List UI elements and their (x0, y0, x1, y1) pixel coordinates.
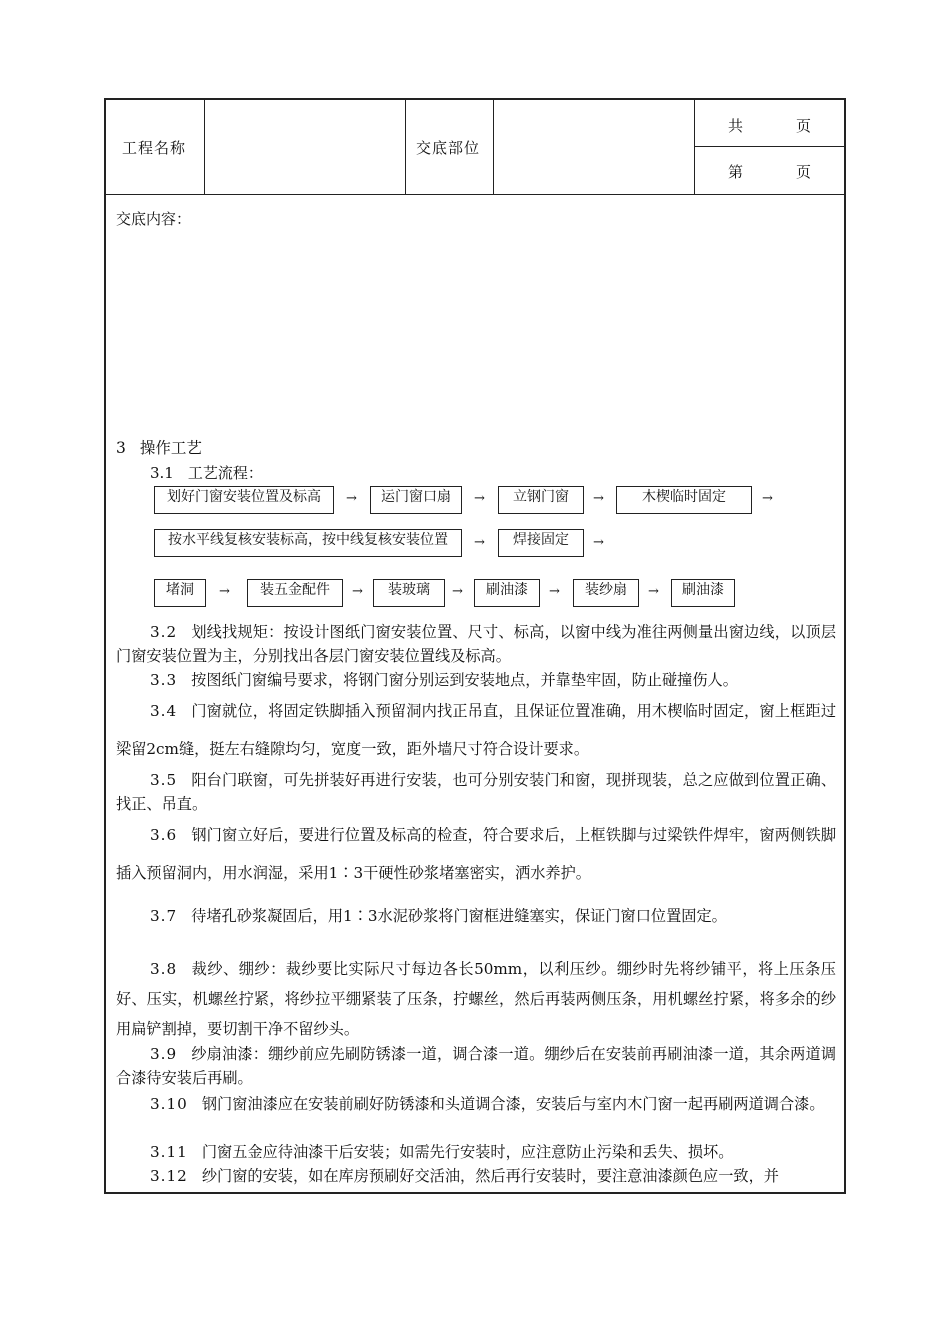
flow-arrow-icon: → (648, 584, 659, 599)
flow-step: 木楔临时固定 (616, 486, 752, 514)
section-heading (116, 436, 202, 458)
content-label: 交底内容： (116, 210, 192, 228)
flow-arrow-icon: → (346, 491, 357, 506)
sub-section-number: 3.1 (150, 464, 174, 482)
flow-step: 按水平线复核安装标高，按中线复核安装位置 (154, 529, 462, 557)
paragraph: 3.9 纱扇油漆：绷纱前应先刷防锈漆一道，调合漆一道。绷纱后在安装前再刷油漆一道，其余两道调合漆待安装后再刷。 (116, 1045, 836, 1087)
sub-section-title: 工艺流程： (187, 464, 263, 482)
divider (694, 100, 695, 194)
sub-section-heading (150, 462, 263, 483)
paragraph: 3.2 划线找规矩：按设计图纸门窗安装位置、尺寸、标高，以窗中线为准往两侧量出窗边线，以顶层门窗安装位置为主，分别找出各层门窗安装位置线及标高。 (116, 623, 836, 665)
flow-arrow-icon: → (762, 491, 773, 506)
flow-arrow-icon: → (219, 584, 230, 599)
flow-step: 运门窗口扇 (370, 486, 462, 514)
flow-step: 堵洞 (154, 579, 206, 607)
flow-arrow-icon: → (452, 584, 463, 599)
paragraph: 3.7 待堵孔砂浆凝固后，用1∶3水泥砂浆将门窗框进缝塞实，保证门窗口位置固定。 (150, 907, 727, 925)
paragraph: 3.10 钢门窗油漆应在安装前刷好防锈漆和头道调合漆，安装后与室内木门窗一起再刷两道调合漆。 (150, 1095, 825, 1113)
flow-arrow-icon: → (549, 584, 560, 599)
flow-step: 焊接固定 (498, 529, 584, 557)
flow-step: 立钢门窗 (498, 486, 584, 514)
divider (493, 100, 494, 194)
section-number: 3 (116, 439, 126, 457)
disclosure-form (104, 98, 846, 1194)
section-title: 操作工艺 (139, 439, 202, 457)
flow-step: 刷油漆 (474, 579, 540, 607)
divider (405, 100, 406, 194)
paragraph: 3.6 钢门窗立好后，要进行位置及标高的检查，符合要求后，上框铁脚与过梁铁件焊牢，窗两侧铁脚插入预留洞内，用水润湿，采用1∶3干硬性砂浆堵塞密实，洒水养护。 (116, 826, 836, 882)
paragraph: 3.11 门窗五金应待油漆干后安装；如需先行安装时，应注意防止污染和丢失、损坏。 (150, 1143, 734, 1161)
divider (204, 100, 205, 194)
flow-arrow-icon: → (593, 491, 604, 506)
form-header (106, 100, 844, 195)
current-page-unit: 页 (796, 163, 812, 181)
flow-step: 装玻璃 (373, 579, 445, 607)
location-label: 交底部位 (416, 139, 481, 157)
flow-arrow-icon: → (474, 535, 485, 550)
current-page-label: 第 (728, 163, 744, 181)
flow-arrow-icon: → (352, 584, 363, 599)
project-name-label: 工程名称 (122, 139, 187, 157)
flow-arrow-icon: → (474, 491, 485, 506)
flow-step: 装五金配件 (247, 579, 343, 607)
flow-step: 划好门窗安装位置及标高 (154, 486, 334, 514)
paragraph: 3.8 裁纱、绷纱：裁纱要比实际尺寸每边各长50mm，以利压纱。绷纱时先将纱铺平，将上压条压好、压实，机螺丝拧紧，将纱拉平绷紧装了压条，拧螺丝，然后再装两侧压条，用机螺丝拧紧，将多余的纱用扁铲割掉，要切割干净不留纱头。 (116, 960, 836, 1038)
total-pages-label: 共 (728, 117, 744, 135)
divider (694, 146, 844, 147)
total-pages-unit: 页 (796, 117, 812, 135)
paragraph: 3.5 阳台门联窗，可先拼装好再进行安装，也可分别安装门和窗，现拼现装，总之应做到位置正确、找正、吊直。 (116, 771, 836, 813)
paragraph: 3.4 门窗就位，将固定铁脚插入预留洞内找正吊直，且保证位置准确，用木楔临时固定，窗上框距过梁留2cm缝，挺左右缝隙均匀，宽度一致，距外墙尺寸符合设计要求。 (116, 702, 836, 758)
paragraph: 3.3 按图纸门窗编号要求，将钢门窗分别运到安装地点，并靠垫牢固，防止碰撞伤人。 (150, 671, 738, 689)
flow-arrow-icon: → (593, 535, 604, 550)
flow-step: 刷油漆 (671, 579, 735, 607)
flow-step: 装纱扇 (573, 579, 639, 607)
paragraph: 3.12 纱门窗的安装，如在库房预刷好交活油，然后再行安装时，要注意油漆颜色应一致，并 (150, 1167, 779, 1185)
